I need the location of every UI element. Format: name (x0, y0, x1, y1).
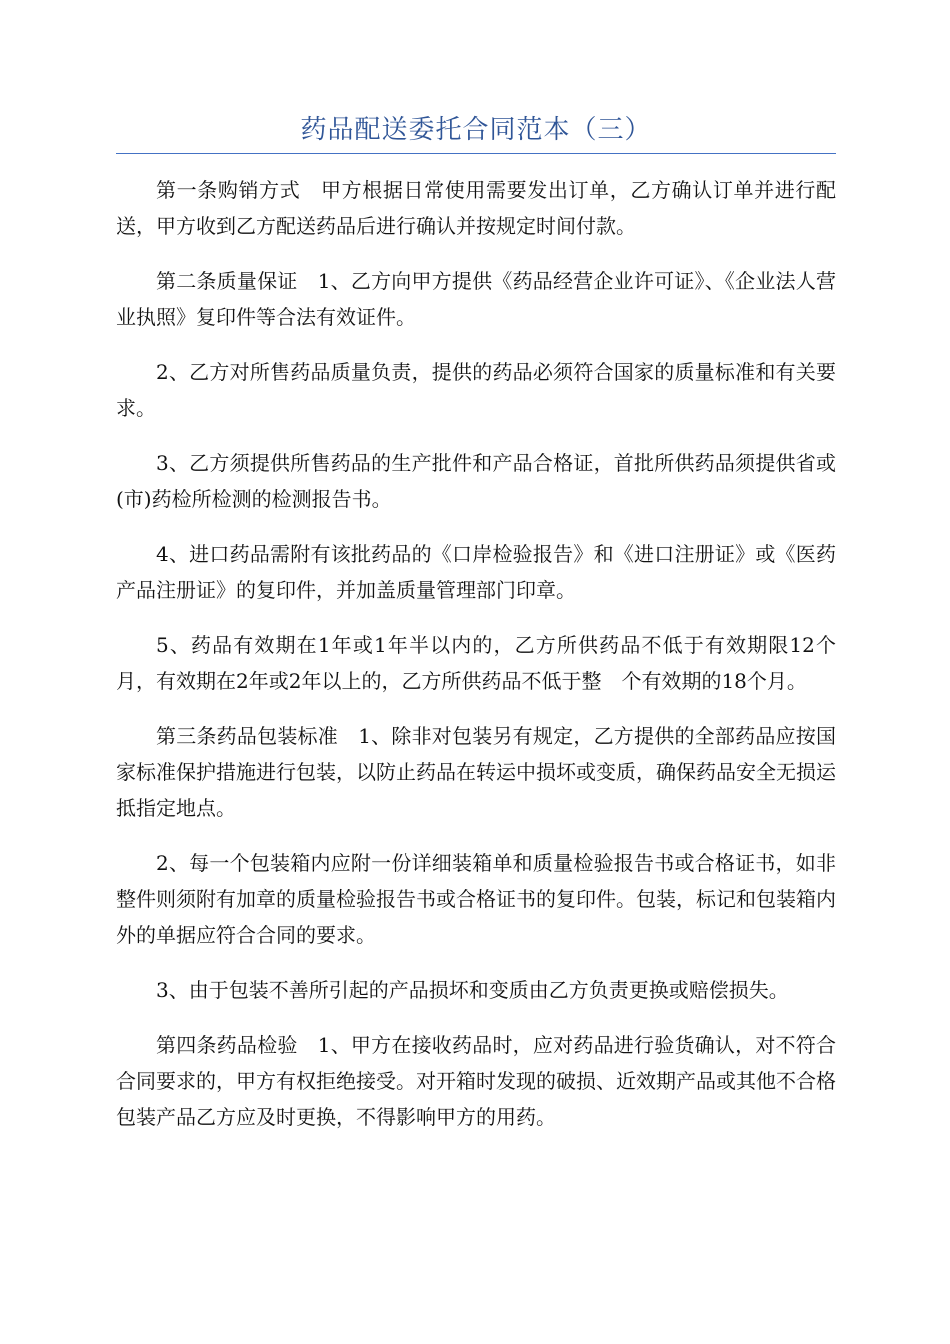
paragraph-article-1: 第一条购销方式 甲方根据日常使用需要发出订单，乙方确认订单并进行配送，甲方收到乙方配送药品后进行确认并按规定时间付款。 (116, 178, 836, 238)
paragraph-article-2-item-5: 5、药品有效期在1年或1年半以内的，乙方所供药品不低于有效期限12个月，有效期在2年或2年以上的，乙方所供药品不低于整 个有效期的18个月。 (116, 633, 836, 693)
paragraph-article-3-item-2: 2、每一个包装箱内应附一份详细装箱单和质量检验报告书或合格证书，如非整件则须附有加章的质量检验报告书或合格证书的复印件。包装，标记和包装箱内外的单据应符合合同的要求。 (116, 851, 836, 947)
paragraph-article-2-item-4: 4、进口药品需附有该批药品的《口岸检验报告》和《进口注册证》或《医药产品注册证》的复印件，并加盖质量管理部门印章。 (116, 542, 836, 602)
paragraph-article-3-item-1: 第三条药品包装标准 1、除非对包装另有规定，乙方提供的全部药品应按国家标准保护措施进行包装，以防止药品在转运中损坏或变质，确保药品安全无损运抵指定地点。 (116, 724, 836, 820)
document-title: 药品配送委托合同范本（三） (300, 115, 652, 145)
paragraph-article-2-item-1: 第二条质量保证 1、乙方向甲方提供《药品经营企业许可证》、《企业法人营业执照》复印件等合法有效证件。 (116, 269, 836, 329)
paragraph-article-3-item-3: 3、由于包装不善所引起的产品损坏和变质由乙方负责更换或赔偿损失。 (156, 978, 789, 1002)
paragraph-article-2-item-2: 2、乙方对所售药品质量负责，提供的药品必须符合国家的质量标准和有关要求。 (116, 360, 836, 420)
document-body (116, 172, 836, 1154)
paragraph-article-4-item-1: 第四条药品检验 1、甲方在接收药品时，应对药品进行验货确认，对不符合合同要求的，甲方有权拒绝接受。对开箱时发现的破损、近效期产品或其他不合格包装产品乙方应及时更换，不得影响甲方的用药。 (116, 1033, 836, 1129)
paragraph-article-2-item-3: 3、乙方须提供所售药品的生产批件和产品合格证，首批所供药品须提供省或(市)药检所检测的检测报告书。 (116, 451, 836, 511)
title-underline (116, 153, 836, 154)
